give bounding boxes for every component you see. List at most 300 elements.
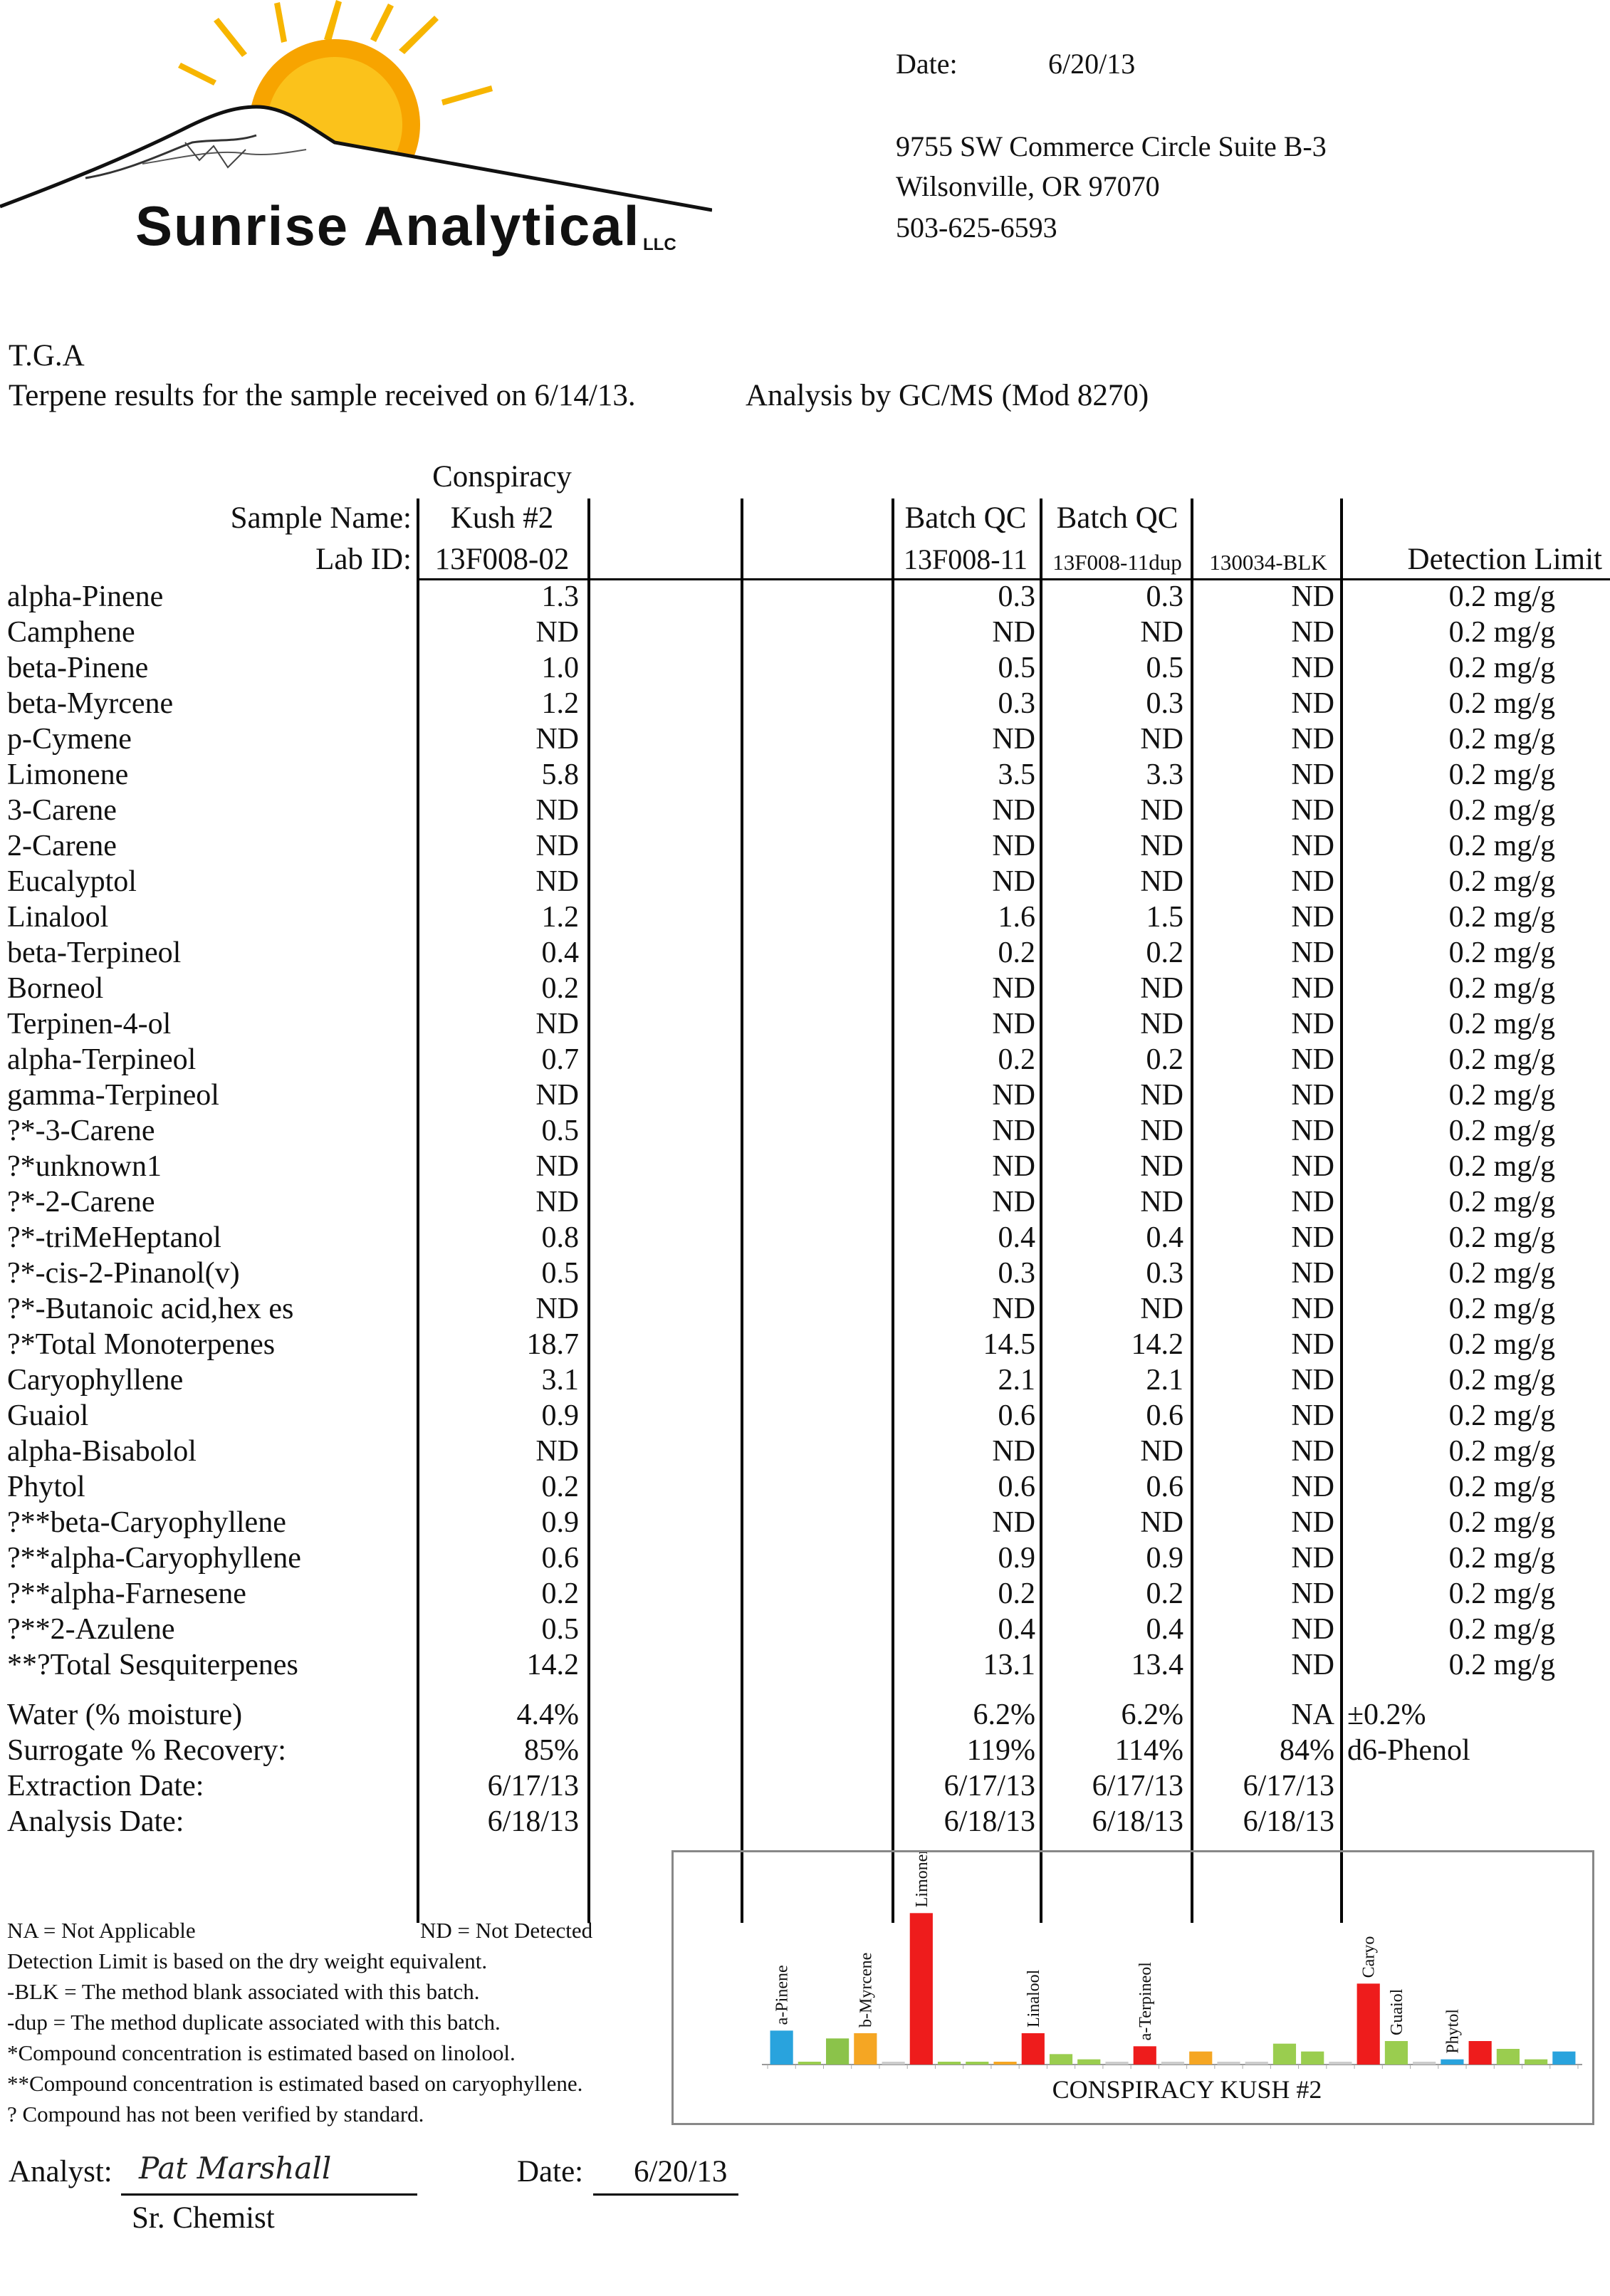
table-row: [0, 650, 1610, 686]
cell-qc1: 119%: [966, 1734, 1035, 1767]
cell-qc2: ND: [1140, 830, 1183, 862]
cell-name: p-Cymene: [7, 723, 132, 756]
analysis-method: Analysis by GC/MS (Mod 8270): [746, 379, 1149, 412]
table-row: [0, 1327, 1610, 1362]
table-row: [0, 1362, 1610, 1398]
cell-qc1: ND: [992, 1435, 1035, 1468]
cell-qc2: 0.5: [1146, 652, 1183, 684]
table-row: [0, 1398, 1610, 1434]
cell-name: **?Total Sesquiterpenes: [7, 1649, 298, 1681]
cell-blk: ND: [1291, 1043, 1334, 1076]
note-linolool: *Compound concentration is estimated based on linolool.: [7, 2040, 516, 2065]
cell-qc1: ND: [992, 865, 1035, 898]
chart-bar-unknown1: [1217, 2062, 1240, 2065]
cell-name: alpha-Bisabolol: [7, 1435, 197, 1468]
cell-name: ?**2-Azulene: [7, 1613, 175, 1646]
table-row: [0, 1256, 1610, 1291]
table-row: [0, 1647, 1610, 1683]
note-blank: -BLK = The method blank associated with this batch.: [7, 1979, 480, 2004]
cell-sample: 0.5: [541, 1613, 579, 1646]
cell-name: Borneol: [7, 972, 104, 1005]
cell-sample: 6/18/13: [487, 1805, 579, 1838]
table-row: [0, 1576, 1610, 1612]
company-suffix: LLC: [643, 235, 676, 254]
lab-id-label: Lab ID:: [315, 543, 412, 576]
address-line-1: 9755 SW Commerce Circle Suite B-3: [896, 130, 1327, 162]
cell-blk: ND: [1291, 580, 1334, 613]
cell-qc1: ND: [992, 794, 1035, 827]
chart-label-caryo: Caryo: [1359, 1936, 1379, 1978]
cell-dl: 0.2 mg/g: [1448, 1577, 1555, 1610]
cell-qc2: ND: [1140, 1150, 1183, 1183]
cell-dl: 0.2 mg/g: [1448, 723, 1555, 756]
cell-name: ?*-2-Carene: [7, 1186, 155, 1219]
sample-name-line-2: Kush #2: [450, 501, 554, 535]
cell-sample: 0.2: [541, 1471, 579, 1503]
cell-sample: 3.1: [541, 1364, 579, 1397]
cell-blk: ND: [1291, 616, 1334, 649]
chart-bar-3-carene: [938, 2062, 961, 2065]
cell-qc2: 0.6: [1146, 1399, 1183, 1432]
cell-qc1: 14.5: [983, 1328, 1035, 1361]
cell-dl: 0.2 mg/g: [1448, 1043, 1555, 1076]
cell-name: Eucalyptol: [7, 865, 137, 898]
cell-sample: 85%: [524, 1734, 579, 1767]
cell-qc1: ND: [992, 616, 1035, 649]
cell-name: Surrogate % Recovery:: [7, 1734, 286, 1767]
chart-bar-phytol: [1441, 2060, 1463, 2065]
cell-qc1: 6.2%: [973, 1698, 1035, 1731]
cell-qc2: 0.6: [1146, 1471, 1183, 1503]
chart-bar-guaiol: [1385, 2041, 1408, 2065]
cell-dl: 0.2 mg/g: [1448, 1542, 1555, 1575]
cell-sample: ND: [535, 794, 579, 827]
cell-qc2: 114%: [1114, 1734, 1183, 1767]
chart-label-a-terpineol: a-Terpineol: [1136, 1962, 1155, 2041]
chart-label-a-pinene: a-Pinene: [773, 1965, 792, 2025]
table-row: [0, 1184, 1610, 1220]
chart-bar-b-caryophyllene: [1469, 2041, 1492, 2065]
cell-name: ?*-3-Carene: [7, 1115, 155, 1147]
cell-qc2: 14.2: [1131, 1328, 1183, 1361]
signature-line: [121, 2193, 417, 2196]
cell-qc1: ND: [992, 1150, 1035, 1183]
chart-bar-2-carene: [966, 2062, 988, 2065]
cell-qc2: 3.3: [1146, 758, 1183, 791]
table-row: [0, 1220, 1610, 1256]
table-row: [0, 1612, 1610, 1647]
cell-sample: 1.2: [541, 687, 579, 720]
chart-bar-b-pinene: [826, 2038, 849, 2065]
cell-qc2: ND: [1140, 1186, 1183, 1219]
chart-bar-a-caryophyllene: [1497, 2049, 1520, 2065]
chart-label-phytol: Phytol: [1443, 2008, 1463, 2054]
cell-dl: 0.2 mg/g: [1448, 1079, 1555, 1112]
cell-qc1: 0.4: [998, 1221, 1035, 1254]
cell-dl: 0.2 mg/g: [1448, 794, 1555, 827]
cell-sample: 0.9: [541, 1399, 579, 1432]
cell-qc1: ND: [992, 723, 1035, 756]
cell-qc2: ND: [1140, 723, 1183, 756]
cell-sample: 14.2: [526, 1649, 579, 1681]
cell-blk: ND: [1291, 1257, 1334, 1290]
cell-qc1: ND: [992, 1506, 1035, 1539]
cell-name: ?*-Butanoic acid,hex es: [7, 1293, 294, 1325]
cell-blk: ND: [1291, 1435, 1334, 1468]
chart-bar-2-azulene: [1552, 2052, 1575, 2065]
terpene-bar-chart: [674, 1852, 1592, 2123]
cell-name: Linalool: [7, 901, 109, 934]
chart-label-limonene: Limonene: [912, 1852, 931, 1908]
batch-qc-header-1: Batch QC: [904, 501, 1027, 535]
cell-dl: d6-Phenol: [1347, 1734, 1470, 1767]
cell-blk: ND: [1291, 1506, 1334, 1539]
cell-sample: ND: [535, 830, 579, 862]
cell-blk: ND: [1291, 1649, 1334, 1681]
cell-dl: 0.2 mg/g: [1448, 1221, 1555, 1254]
cell-qc2: 0.4: [1146, 1221, 1183, 1254]
note-na: NA = Not Applicable: [7, 1918, 196, 1943]
chart-bar-cis-2-pinanol: [1301, 2052, 1324, 2065]
cell-dl: 0.2 mg/g: [1448, 1115, 1555, 1147]
chart-bar-trimeheptanol: [1273, 2044, 1296, 2065]
cell-name: alpha-Terpineol: [7, 1043, 197, 1076]
cell-dl: 0.2 mg/g: [1448, 1293, 1555, 1325]
cell-dl: 0.2 mg/g: [1448, 1008, 1555, 1040]
table-row: [0, 971, 1610, 1006]
cell-name: ?*unknown1: [7, 1150, 162, 1183]
cell-qc1: 0.3: [998, 580, 1035, 613]
chart-label-linalool: Linalool: [1024, 1969, 1043, 2028]
table-row: [0, 1149, 1610, 1184]
cell-dl: 0.2 mg/g: [1448, 936, 1555, 969]
cell-name: 2-Carene: [7, 830, 117, 862]
table-row: [0, 899, 1610, 935]
cell-qc2: 2.1: [1146, 1364, 1183, 1397]
cell-blk: ND: [1291, 758, 1334, 791]
cell-name: Camphene: [7, 616, 135, 649]
cell-dl: 0.2 mg/g: [1448, 1364, 1555, 1397]
cell-qc2: 6.2%: [1121, 1698, 1183, 1731]
cell-name: Water (% moisture): [7, 1698, 243, 1731]
chart-bar-limonene: [910, 1913, 933, 2065]
table-row: [0, 1291, 1610, 1327]
cell-name: Caryophyllene: [7, 1364, 184, 1397]
table-row: [0, 1113, 1610, 1149]
chart-bar-p-cymene: [882, 2062, 904, 2065]
sample-name-label: Sample Name:: [230, 501, 412, 535]
cell-name: beta-Pinene: [7, 652, 149, 684]
chart-bar-3-carene-: [1189, 2052, 1212, 2065]
cell-dl: 0.2 mg/g: [1448, 1186, 1555, 1219]
cell-dl: 0.2 mg/g: [1448, 687, 1555, 720]
cell-name: Phytol: [7, 1471, 85, 1503]
cell-blk: ND: [1291, 901, 1334, 934]
cell-dl: 0.2 mg/g: [1448, 1471, 1555, 1503]
cell-qc2: ND: [1140, 1506, 1183, 1539]
cell-sample: 0.7: [541, 1043, 579, 1076]
cell-name: Analysis Date:: [7, 1805, 184, 1838]
cell-sample: ND: [535, 723, 579, 756]
cell-sample: 0.5: [541, 1257, 579, 1290]
chart-bar-b-myrcene: [854, 2033, 877, 2065]
cell-dl: 0.2 mg/g: [1448, 1649, 1555, 1681]
blank-id: 130034-BLK: [1209, 550, 1327, 575]
cell-name: Terpinen-4-ol: [7, 1008, 172, 1040]
cell-sample: ND: [535, 865, 579, 898]
cell-sample: ND: [535, 616, 579, 649]
cell-sample: ND: [535, 1186, 579, 1219]
cell-qc1: 1.6: [998, 901, 1035, 934]
cell-qc1: 2.1: [998, 1364, 1035, 1397]
chart-bar-a-farnesene: [1525, 2060, 1547, 2065]
cell-qc1: 0.6: [998, 1471, 1035, 1503]
cell-qc2: 0.2: [1146, 1577, 1183, 1610]
cell-blk: ND: [1291, 1364, 1334, 1397]
cell-qc2: 1.5: [1146, 901, 1183, 934]
cell-sample: 0.2: [541, 972, 579, 1005]
cell-dl: 0.2 mg/g: [1448, 1613, 1555, 1646]
company-name: Sunrise Analytical: [135, 194, 641, 257]
report-date-label: Date:: [896, 48, 958, 80]
cell-qc1: 0.2: [998, 936, 1035, 969]
batch-id-2: 13F008-11dup: [1052, 550, 1182, 575]
cell-blk: ND: [1291, 1115, 1334, 1147]
table-row: [0, 1768, 1610, 1804]
batch-qc-header-2: Batch QC: [1056, 501, 1178, 535]
cell-name: Limonene: [7, 758, 129, 791]
cell-sample: 5.8: [541, 758, 579, 791]
table-row: [0, 686, 1610, 721]
cell-qc2: 0.3: [1146, 687, 1183, 720]
phone-number: 503-625-6593: [896, 212, 1057, 244]
detection-limit-header: Detection Limit: [1407, 543, 1602, 576]
cell-dl: 0.2 mg/g: [1448, 1435, 1555, 1468]
company-logo: [0, 0, 712, 271]
cell-qc2: 6/17/13: [1092, 1770, 1183, 1802]
table-row: [0, 757, 1610, 793]
sample-name-line-1: Conspiracy: [432, 460, 572, 494]
chart-bar-terpinen-4-ol: [1105, 2062, 1128, 2065]
chart-bar-2-carene-: [1245, 2062, 1268, 2065]
cell-sample: 4.4%: [516, 1698, 579, 1731]
table-row: [0, 721, 1610, 757]
cell-dl: 0.2 mg/g: [1448, 901, 1555, 934]
cell-sample: ND: [535, 1079, 579, 1112]
cell-qc2: 0.2: [1146, 1043, 1183, 1076]
table-row: [0, 1077, 1610, 1113]
cell-blk: NA: [1291, 1698, 1334, 1731]
cell-blk: ND: [1291, 972, 1334, 1005]
chart-bar-borneol: [1077, 2060, 1100, 2065]
note-duplicate: -dup = The method duplicate associated with this batch.: [7, 2010, 501, 2035]
cell-qc1: 6/18/13: [943, 1805, 1035, 1838]
cell-sample: ND: [535, 1435, 579, 1468]
cell-blk: 6/18/13: [1243, 1805, 1334, 1838]
cell-blk: ND: [1291, 687, 1334, 720]
cell-qc2: ND: [1140, 1115, 1183, 1147]
cell-qc2: ND: [1140, 1008, 1183, 1040]
cell-blk: ND: [1291, 936, 1334, 969]
cell-qc1: 13.1: [983, 1649, 1035, 1681]
table-row: [0, 579, 1610, 615]
note-nd: ND = Not Detected: [420, 1918, 593, 1943]
cell-blk: ND: [1291, 1577, 1334, 1610]
cell-name: Guaiol: [7, 1399, 89, 1432]
cell-dl: 0.2 mg/g: [1448, 1328, 1555, 1361]
chart-bar-eucalyptol: [993, 2062, 1016, 2065]
cell-qc2: ND: [1140, 972, 1183, 1005]
cell-sample: ND: [535, 1008, 579, 1040]
table-row: [0, 1042, 1610, 1077]
cell-qc2: ND: [1140, 616, 1183, 649]
table-row: [0, 1540, 1610, 1576]
address-line-2: Wilsonville, OR 97070: [896, 170, 1160, 202]
cell-blk: ND: [1291, 1613, 1334, 1646]
chart-label-b-myrcene: b-Myrcene: [857, 1952, 876, 2028]
table-row: [0, 1505, 1610, 1540]
cell-qc2: 0.3: [1146, 580, 1183, 613]
cell-name: ?**alpha-Farnesene: [7, 1577, 246, 1610]
signature-date-value: 6/20/13: [634, 2155, 728, 2188]
cell-blk: ND: [1291, 865, 1334, 898]
lab-id-value: 13F008-02: [434, 543, 570, 576]
chart-bar-a-bisabolol: [1413, 2062, 1436, 2065]
chart-label-guaiol: Guaiol: [1387, 1988, 1406, 2035]
analyst-signature: Pat Marshall: [139, 2151, 332, 2186]
cell-sample: ND: [535, 1293, 579, 1325]
cell-name: 3-Carene: [7, 794, 117, 827]
cell-qc2: 0.9: [1146, 1542, 1183, 1575]
cell-name: beta-Terpineol: [7, 936, 182, 969]
chart-bar-a-terpineol: [1134, 2046, 1156, 2065]
cell-sample: 6/17/13: [487, 1770, 579, 1802]
chart-bar-caryo: [1357, 1983, 1380, 2065]
cell-blk: ND: [1291, 1008, 1334, 1040]
cell-blk: ND: [1291, 1221, 1334, 1254]
cell-name: alpha-Pinene: [7, 580, 164, 613]
cell-name: ?**alpha-Caryophyllene: [7, 1542, 301, 1575]
cell-sample: 0.8: [541, 1221, 579, 1254]
cell-sample: 0.2: [541, 1577, 579, 1610]
cell-qc1: ND: [992, 830, 1035, 862]
cell-sample: 0.6: [541, 1542, 579, 1575]
table-row: [0, 1006, 1610, 1042]
table-row: [0, 1434, 1610, 1469]
cell-qc1: ND: [992, 1186, 1035, 1219]
cell-qc2: ND: [1140, 1293, 1183, 1325]
terpene-chart: [671, 1850, 1594, 2125]
cell-name: ?*-cis-2-Pinanol(v): [7, 1257, 240, 1290]
cell-qc1: 0.4: [998, 1613, 1035, 1646]
cell-blk: ND: [1291, 1150, 1334, 1183]
cell-qc2: 6/18/13: [1092, 1805, 1183, 1838]
analyst-title: Sr. Chemist: [132, 2201, 275, 2235]
chart-title: CONSPIRACY KUSH #2: [1052, 2075, 1322, 2104]
table-row: [0, 935, 1610, 971]
cell-qc1: ND: [992, 1293, 1035, 1325]
cell-dl: 0.2 mg/g: [1448, 1506, 1555, 1539]
table-row: [0, 1804, 1610, 1840]
cell-qc2: 13.4: [1131, 1649, 1183, 1681]
cell-sample: 0.9: [541, 1506, 579, 1539]
cell-name: ?**beta-Caryophyllene: [7, 1506, 286, 1539]
chart-bar-linalool: [1022, 2033, 1045, 2065]
cell-qc2: ND: [1140, 865, 1183, 898]
chart-bar-camphene: [798, 2062, 821, 2065]
cell-dl: 0.2 mg/g: [1448, 758, 1555, 791]
results-description: Terpene results for the sample received on 6/14/13.: [9, 379, 636, 412]
cell-qc2: 0.4: [1146, 1613, 1183, 1646]
cell-qc1: 0.3: [998, 1257, 1035, 1290]
chart-bar-b-terpineol: [1050, 2054, 1072, 2065]
cell-qc1: 0.9: [998, 1542, 1035, 1575]
cell-qc1: 3.5: [998, 758, 1035, 791]
cell-blk: ND: [1291, 1328, 1334, 1361]
cell-blk: 6/17/13: [1243, 1770, 1334, 1802]
cell-blk: ND: [1291, 794, 1334, 827]
chart-bar-a-pinene: [770, 2030, 793, 2065]
cell-qc1: ND: [992, 972, 1035, 1005]
cell-qc2: 0.3: [1146, 1257, 1183, 1290]
cell-blk: ND: [1291, 1399, 1334, 1432]
cell-qc2: ND: [1140, 1079, 1183, 1112]
note-detection-limit: Detection Limit is based on the dry weight equivalent.: [7, 1948, 488, 1973]
cell-blk: ND: [1291, 1079, 1334, 1112]
cell-name: gamma-Terpineol: [7, 1079, 219, 1112]
cell-dl: ±0.2%: [1347, 1698, 1426, 1731]
cell-sample: 18.7: [526, 1328, 579, 1361]
cell-blk: ND: [1291, 1471, 1334, 1503]
cell-name: ?*-triMeHeptanol: [7, 1221, 221, 1254]
analyst-label: Analyst:: [9, 2155, 113, 2188]
cell-qc1: 0.6: [998, 1399, 1035, 1432]
cell-sample: ND: [535, 1150, 579, 1183]
cell-qc2: 0.2: [1146, 936, 1183, 969]
cell-sample: 1.0: [541, 652, 579, 684]
table-row: [0, 1733, 1610, 1768]
cell-qc1: ND: [992, 1115, 1035, 1147]
cell-name: ?*Total Monoterpenes: [7, 1328, 276, 1361]
note-caryophyllene: **Compound concentration is estimated based on caryophyllene.: [7, 2071, 583, 2096]
cell-qc1: 0.2: [998, 1043, 1035, 1076]
cell-blk: ND: [1291, 1186, 1334, 1219]
cell-blk: ND: [1291, 1542, 1334, 1575]
cell-dl: 0.2 mg/g: [1448, 652, 1555, 684]
cell-dl: 0.2 mg/g: [1448, 1150, 1555, 1183]
batch-id-1: 13F008-11: [903, 543, 1028, 575]
cell-name: Extraction Date:: [7, 1770, 204, 1802]
cell-qc1: 6/17/13: [943, 1770, 1035, 1802]
cell-qc1: ND: [992, 1079, 1035, 1112]
cell-sample: 0.5: [541, 1115, 579, 1147]
cell-blk: ND: [1291, 830, 1334, 862]
signature-date-label: Date:: [517, 2155, 584, 2188]
cell-qc1: 0.2: [998, 1577, 1035, 1610]
cell-dl: 0.2 mg/g: [1448, 1257, 1555, 1290]
cell-name: beta-Myrcene: [7, 687, 174, 720]
note-unverified: ? Compound has not been verified by standard.: [7, 2102, 424, 2127]
cell-dl: 0.2 mg/g: [1448, 865, 1555, 898]
cell-blk: ND: [1291, 652, 1334, 684]
cell-qc1: 0.3: [998, 687, 1035, 720]
chart-bar-butanoic-acid: [1329, 2062, 1352, 2065]
cell-blk: 84%: [1280, 1734, 1334, 1767]
cell-dl: 0.2 mg/g: [1448, 616, 1555, 649]
cell-blk: ND: [1291, 1293, 1334, 1325]
cell-sample: 1.2: [541, 901, 579, 934]
table-row: [0, 828, 1610, 864]
